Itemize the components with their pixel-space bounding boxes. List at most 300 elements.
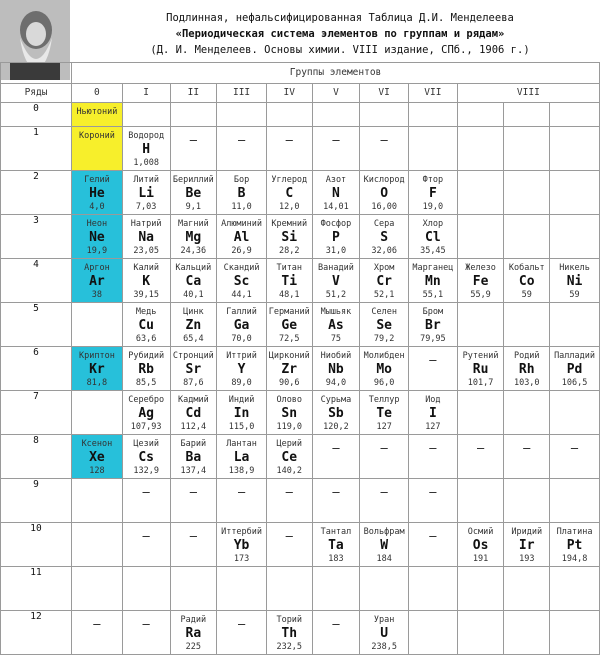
element-cell [72, 391, 123, 435]
element-name: Рубидий [128, 351, 165, 361]
atomic-weight: 137,4 [180, 466, 207, 476]
element-name: Гелий [84, 175, 110, 185]
element-cell [266, 259, 312, 303]
element-cell [170, 171, 217, 215]
element-cell [360, 215, 409, 259]
atomic-weight: 9,1 [185, 202, 202, 212]
empty-dash: — [380, 441, 388, 455]
element-cell [312, 435, 360, 479]
element-cell [122, 215, 170, 259]
element-cell [122, 127, 170, 171]
element-symbol: Sn [281, 406, 298, 421]
atomic-weight: 106,5 [561, 378, 588, 388]
element-name: Ванадий [318, 263, 354, 273]
element-cell [504, 171, 550, 215]
table-row [1, 103, 600, 127]
element-symbol: Ta [328, 538, 344, 553]
atomic-weight: 28,2 [279, 246, 300, 256]
element-cell [504, 611, 550, 655]
element-cell [360, 479, 409, 523]
atomic-weight: 191 [472, 554, 489, 564]
element-symbol: Ir [518, 538, 535, 553]
periodic-table [0, 62, 600, 655]
empty-dash: — [476, 441, 485, 455]
empty-dash: — [380, 133, 388, 147]
atomic-weight: 193 [519, 554, 535, 564]
element-cell [504, 479, 550, 523]
element-cell [72, 303, 123, 347]
element-cell [504, 523, 550, 567]
element-cell [266, 303, 312, 347]
element-name: Вольфрам [363, 527, 405, 537]
element-cell [457, 435, 504, 479]
table-row [1, 303, 600, 347]
element-symbol: Sb [328, 406, 344, 421]
table-row [1, 435, 600, 479]
element-symbol: P [332, 230, 340, 245]
row-number: 5 [1, 303, 72, 347]
element-cell [312, 259, 360, 303]
empty-dash: — [237, 617, 246, 631]
element-cell [72, 567, 123, 611]
empty-dash: — [429, 529, 437, 543]
element-name: Водород [128, 131, 165, 141]
element-cell [217, 215, 267, 259]
atomic-weight: 89,0 [231, 378, 252, 388]
atomic-weight: 39,15 [133, 290, 159, 300]
element-cell [72, 171, 123, 215]
element-cell [170, 347, 217, 391]
atomic-weight: 4,0 [89, 202, 105, 212]
element-name: Иттербий [221, 527, 263, 537]
group-header-II: II [170, 84, 217, 103]
element-cell [360, 127, 409, 171]
element-cell [312, 479, 360, 523]
element-cell [409, 347, 458, 391]
atomic-weight: 14,01 [323, 202, 349, 212]
element-cell [170, 523, 217, 567]
row-number: 3 [1, 215, 72, 259]
element-cell [550, 523, 600, 567]
element-cell [72, 611, 123, 655]
element-cell [550, 567, 600, 611]
groups-title: Группы элементов [72, 63, 600, 84]
atomic-weight: 7,03 [135, 202, 157, 212]
element-symbol: Ge [281, 318, 298, 333]
atomic-weight: 94,0 [325, 378, 347, 388]
element-name: Селен [371, 307, 397, 317]
element-symbol: La [233, 450, 250, 465]
element-cell [217, 479, 267, 523]
element-symbol: Br [425, 318, 441, 333]
atomic-weight: 51,2 [325, 290, 347, 300]
element-symbol: In [233, 406, 250, 421]
element-cell [360, 523, 409, 567]
empty-dash: — [189, 485, 197, 499]
table-row [1, 567, 600, 611]
element-cell [266, 171, 312, 215]
element-cell [217, 171, 267, 215]
element-name: Кобальт [508, 263, 545, 273]
element-cell [266, 127, 312, 171]
element-cell [504, 127, 550, 171]
element-cell [409, 567, 458, 611]
atomic-weight: 173 [233, 554, 250, 564]
atomic-weight: 85,5 [135, 378, 157, 388]
element-cell [550, 215, 600, 259]
element-cell [170, 435, 217, 479]
atomic-weight: 59 [569, 290, 580, 300]
element-cell [266, 347, 312, 391]
empty-dash: — [332, 441, 340, 455]
group-header-row [1, 84, 600, 103]
element-cell [550, 303, 600, 347]
element-name: Уран [373, 615, 395, 625]
element-cell [504, 303, 550, 347]
atomic-weight: 90,6 [279, 378, 300, 388]
empty-dash: — [285, 133, 293, 147]
element-symbol: Ru [472, 362, 489, 377]
element-cell [312, 171, 360, 215]
empty-dash: — [189, 133, 197, 147]
atomic-weight: 31,0 [325, 246, 347, 256]
element-cell [122, 103, 170, 127]
empty-dash: — [237, 133, 246, 147]
atomic-weight: 115,0 [228, 422, 255, 432]
atomic-weight: 11,0 [231, 202, 252, 212]
atomic-weight: 44,1 [231, 290, 252, 300]
element-cell [457, 567, 504, 611]
element-name: Церий [276, 439, 303, 449]
atomic-weight: 63,6 [135, 334, 157, 344]
element-cell [122, 347, 170, 391]
element-symbol: Kr [89, 362, 105, 377]
element-name: Сера [373, 219, 395, 229]
element-name: Короний [79, 131, 115, 141]
element-name: Цинк [183, 307, 204, 317]
element-symbol: Cd [185, 406, 202, 421]
element-cell [122, 435, 170, 479]
atomic-weight: 26,9 [231, 246, 252, 256]
group-header-VII: VII [409, 84, 458, 103]
element-symbol: C [285, 186, 294, 201]
element-symbol: Fe [472, 274, 489, 289]
element-cell [72, 347, 123, 391]
atomic-weight: 40,1 [183, 290, 204, 300]
empty-dash: — [142, 485, 150, 499]
element-name: Цезий [133, 439, 159, 449]
atomic-weight: 184 [376, 554, 392, 564]
element-cell [409, 523, 458, 567]
empty-dash: — [429, 441, 437, 455]
element-cell [360, 303, 409, 347]
element-cell [550, 611, 600, 655]
atomic-weight: 101,7 [467, 378, 494, 388]
empty-dash: — [332, 133, 340, 147]
empty-dash: — [429, 353, 437, 367]
element-cell [360, 171, 409, 215]
element-name: Германий [268, 307, 310, 317]
element-symbol: Ni [566, 274, 583, 289]
element-cell [217, 347, 267, 391]
element-name: Тантал [320, 527, 352, 537]
element-cell [360, 347, 409, 391]
atomic-weight: 238,5 [371, 642, 397, 652]
element-name: Иод [425, 395, 441, 405]
element-symbol: Se [376, 318, 392, 333]
element-cell [504, 103, 550, 127]
atomic-weight: 232,5 [276, 642, 303, 652]
atomic-weight: 132,9 [133, 466, 159, 476]
element-symbol: Mn [425, 274, 441, 289]
element-cell [217, 611, 267, 655]
element-cell [504, 567, 550, 611]
atomic-weight: 59 [521, 290, 532, 300]
title-block [80, 0, 600, 62]
element-symbol: Ne [89, 230, 105, 245]
element-name: Кальций [175, 263, 212, 273]
element-cell [312, 127, 360, 171]
element-cell [122, 523, 170, 567]
element-cell [72, 215, 123, 259]
element-cell [360, 103, 409, 127]
element-name: Платина [556, 527, 593, 537]
element-symbol: Ti [281, 274, 298, 289]
element-name: Родий [513, 351, 540, 361]
element-name: Кремний [271, 219, 308, 229]
element-cell [409, 303, 458, 347]
element-cell [217, 435, 267, 479]
table-row [1, 479, 600, 523]
element-symbol: Ce [281, 450, 298, 465]
group-header-V: V [312, 84, 360, 103]
element-cell [312, 215, 360, 259]
element-symbol: Mg [185, 230, 202, 245]
atomic-weight: 81,8 [86, 378, 108, 388]
group-header-0: 0 [72, 84, 123, 103]
atomic-weight: 70,0 [231, 334, 252, 344]
element-symbol: Pt [566, 538, 583, 553]
element-symbol: Co [518, 274, 535, 289]
element-cell [72, 259, 123, 303]
element-cell [217, 103, 267, 127]
element-name: Иттрий [226, 351, 257, 361]
element-cell [550, 435, 600, 479]
element-name: Торий [276, 615, 303, 625]
empty-dash: — [332, 485, 340, 499]
element-cell [360, 391, 409, 435]
element-name: Титан [276, 263, 303, 273]
element-name: Сурьма [320, 395, 352, 405]
element-cell [72, 435, 123, 479]
element-name: Бериллий [172, 175, 214, 185]
atomic-weight: 75 [330, 334, 342, 344]
element-name: Цирконий [268, 351, 310, 361]
element-cell [409, 171, 458, 215]
element-cell [360, 259, 409, 303]
element-cell [72, 523, 123, 567]
table-row [1, 259, 600, 303]
atomic-weight: 183 [328, 554, 344, 564]
element-cell [457, 347, 504, 391]
element-cell [170, 611, 217, 655]
element-symbol: Sc [233, 274, 250, 289]
element-name: Осмий [467, 527, 494, 537]
element-cell [217, 259, 267, 303]
table-row [1, 127, 600, 171]
element-symbol: Ga [233, 318, 250, 333]
empty-dash: — [332, 617, 340, 631]
atomic-weight: 103,0 [513, 378, 540, 388]
element-symbol: Zn [185, 318, 202, 333]
element-cell [122, 567, 170, 611]
element-cell [457, 303, 504, 347]
element-name: Фтор [422, 175, 444, 185]
element-symbol: Ca [185, 274, 202, 289]
atomic-weight: 35,45 [420, 246, 446, 256]
element-symbol: Cl [425, 230, 441, 245]
element-symbol: H [142, 142, 151, 157]
element-symbol: Th [281, 626, 298, 641]
element-cell [170, 259, 217, 303]
element-cell [409, 215, 458, 259]
element-symbol: Na [138, 230, 154, 245]
empty-dash: — [523, 441, 531, 455]
element-name: Медь [135, 307, 157, 317]
element-symbol: Be [185, 186, 202, 201]
row-number: 2 [1, 171, 72, 215]
element-symbol: Mo [376, 362, 392, 377]
element-cell [360, 567, 409, 611]
element-symbol: W [380, 538, 389, 553]
element-name: Калий [133, 263, 159, 273]
element-cell [72, 103, 123, 127]
element-symbol: Si [281, 230, 298, 245]
element-cell [504, 435, 550, 479]
element-name: Ньютоний [76, 107, 118, 117]
empty-dash: — [285, 529, 293, 543]
element-name: Радий [180, 615, 207, 625]
row-number: 6 [1, 347, 72, 391]
element-cell [122, 303, 170, 347]
element-name: Мышьяк [320, 307, 352, 317]
element-cell [550, 103, 600, 127]
element-name: Иридий [511, 527, 543, 537]
element-cell [409, 611, 458, 655]
element-symbol: S [380, 230, 389, 245]
element-cell [72, 127, 123, 171]
element-cell [550, 391, 600, 435]
element-cell [266, 103, 312, 127]
element-name: Бром [422, 307, 444, 317]
element-cell [170, 479, 217, 523]
element-cell [170, 103, 217, 127]
empty-dash: — [237, 485, 246, 499]
element-symbol: U [380, 626, 389, 641]
element-cell [312, 611, 360, 655]
row-number: 9 [1, 479, 72, 523]
empty-dash: — [429, 485, 437, 499]
element-cell [409, 435, 458, 479]
element-cell [312, 523, 360, 567]
element-cell [312, 303, 360, 347]
element-name: Углерод [271, 175, 308, 185]
atomic-weight: 127 [376, 422, 392, 432]
atomic-weight: 32,06 [371, 246, 397, 256]
element-cell [457, 479, 504, 523]
atomic-weight: 119,0 [276, 422, 303, 432]
element-symbol: Cs [138, 450, 154, 465]
group-header-I: I [122, 84, 170, 103]
element-name: Олово [276, 395, 303, 405]
element-name: Кадмий [177, 395, 209, 405]
group-header-VIII: VIII [457, 84, 599, 103]
element-cell [504, 259, 550, 303]
atomic-weight: 65,4 [183, 334, 204, 344]
element-name: Алюминий [221, 219, 263, 229]
atomic-weight: 72,5 [279, 334, 300, 344]
element-name: Молибден [363, 351, 405, 361]
element-cell [504, 347, 550, 391]
element-name: Железо [465, 263, 496, 273]
element-cell [170, 567, 217, 611]
element-symbol: O [380, 186, 389, 201]
row-number: 11 [1, 567, 72, 611]
element-symbol: Y [237, 362, 246, 377]
element-name: Неон [86, 219, 108, 229]
empty-dash: — [142, 529, 150, 543]
atomic-weight: 19,0 [422, 202, 444, 212]
atomic-weight: 107,93 [130, 422, 162, 432]
atomic-weight: 194,8 [561, 554, 588, 564]
element-cell [217, 303, 267, 347]
element-cell [312, 391, 360, 435]
empty-dash: — [380, 485, 388, 499]
element-cell [217, 567, 267, 611]
element-name: Хлор [422, 219, 444, 229]
element-symbol: Ba [185, 450, 202, 465]
element-symbol: Rb [138, 362, 154, 377]
element-cell [122, 611, 170, 655]
element-cell [266, 479, 312, 523]
atomic-weight: 127 [425, 422, 441, 432]
element-name: Скандий [223, 263, 260, 273]
element-cell [122, 479, 170, 523]
table-row [1, 523, 600, 567]
atomic-weight: 128 [89, 466, 105, 476]
element-symbol: He [89, 186, 105, 201]
element-name: Теллур [368, 395, 400, 405]
element-cell [122, 171, 170, 215]
atomic-weight: 16,00 [371, 202, 397, 212]
element-cell [457, 259, 504, 303]
element-name: Стронций [172, 351, 214, 361]
corner-blank [1, 63, 72, 84]
table-row [1, 391, 600, 435]
empty-dash: — [93, 617, 101, 631]
element-cell [266, 611, 312, 655]
atomic-weight: 52,1 [373, 290, 395, 300]
element-symbol: Cu [138, 318, 154, 333]
element-cell [217, 523, 267, 567]
element-cell [312, 567, 360, 611]
element-name: Литий [133, 175, 159, 185]
element-name: Марганец [412, 263, 454, 273]
atomic-weight: 55,9 [470, 290, 491, 300]
element-symbol: Li [138, 186, 154, 201]
row-number: 4 [1, 259, 72, 303]
atomic-weight: 79,2 [373, 334, 395, 344]
